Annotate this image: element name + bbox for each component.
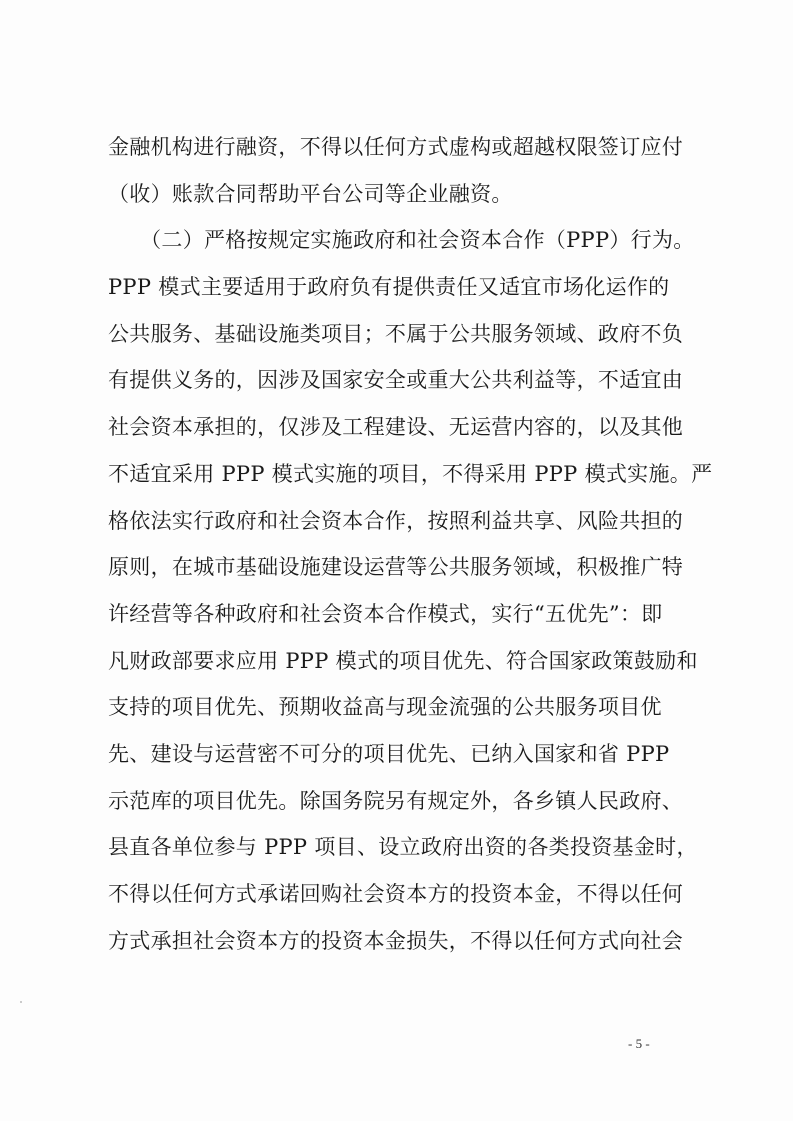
text-line: 公共服务、基础设施类项目；不属于公共服务领域、政府不负 <box>108 321 684 346</box>
text-line: 不得以任何方式承诺回购社会资本方的投资本金，不得以任何 <box>108 882 684 906</box>
text-line: （收）账款合同帮助平台公司等企业融资。 <box>108 181 513 206</box>
text-line: 示范库的项目优先。除国务院另有规定外，各乡镇人民政府、 <box>108 788 684 813</box>
text-line: PPP 模式主要适用于政府负有提供责任又适宜市场化运作的 <box>108 275 670 300</box>
body-text <box>108 124 713 964</box>
text-line: 金融机构进行融资，不得以任何方式虚构或超越权限签订应付 <box>108 135 684 159</box>
text-line: 社会资本承担的，仅涉及工程建设、无运营内容的，以及其他 <box>108 415 684 440</box>
text-line: 方式承担社会资本方的投资本金损失，不得以任何方式向社会 <box>108 928 684 953</box>
text-line: 凡财政部要求应用 PPP 模式的项目优先、符合国家政策鼓励和 <box>108 648 698 673</box>
page-number: - 5 - <box>628 1036 650 1051</box>
text-line: 原则，在城市基础设施建设运营等公共服务领域，积极推广特 <box>108 555 684 580</box>
scan-speck <box>20 1001 22 1003</box>
text-line: 县直各单位参与 PPP 项目、设立政府出资的各类投资基金时， <box>108 835 698 860</box>
text-line: 有提供义务的，因涉及国家安全或重大公共利益等，不适宜由 <box>108 368 684 393</box>
text-line: 许经营等各种政府和社会资本合作模式，实行“五优先”：即 <box>108 601 663 626</box>
text-line: 不适宜采用 PPP 模式实施的项目，不得采用 PPP 模式实施。严 <box>108 461 713 486</box>
text-line: 支持的项目优先、预期收益高与现金流强的公共服务项目优 <box>108 695 662 720</box>
text-line: （二）严格按规定实施政府和社会资本合作（PPP）行为。 <box>108 228 695 253</box>
text-line: 格依法实行政府和社会资本合作，按照利益共享、风险共担的 <box>108 508 684 533</box>
text-line: 先、建设与运营密不可分的项目优先、已纳入国家和省 PPP <box>108 741 670 766</box>
